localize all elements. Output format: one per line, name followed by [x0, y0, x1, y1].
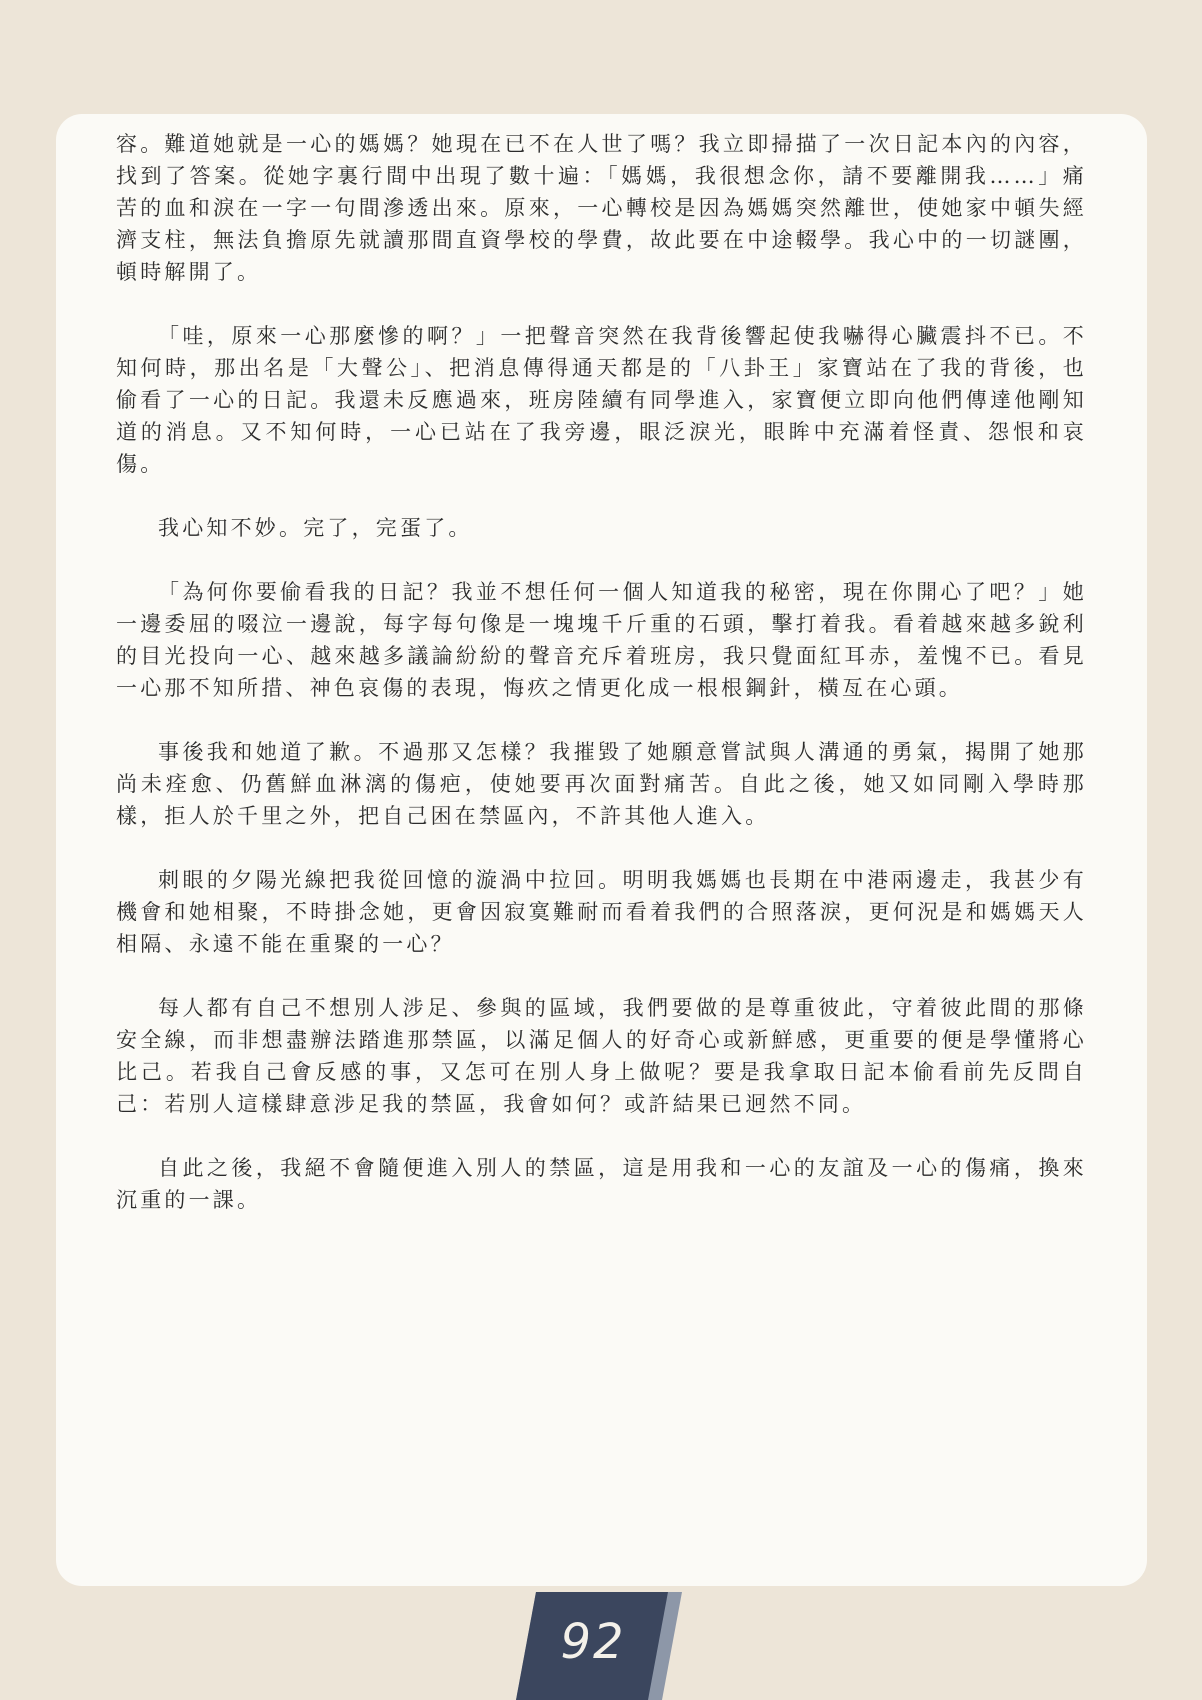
page-number-tab — [516, 1592, 686, 1700]
paragraph-7: 每人都有自己不想別人涉足、參與的區域，我們要做的是尊重彼此，守着彼此間的那條安全線，而非想盡辦法踏進那禁區，以滿足個人的好奇心或新鮮感，更重要的便是學懂將心比己。若我自己會反感的事，又怎可在別人身上做呢？要是我拿取日記本偷看前先反問自己：若別人這樣肆意涉足我的禁區，我會如何？或許結果已迥然不同。 — [116, 996, 1087, 1116]
page-number: 92 — [560, 1614, 626, 1670]
paragraph-6: 刺眼的夕陽光線把我從回憶的漩渦中拉回。明明我媽媽也長期在中港兩邊走，我甚少有機會和她相聚，不時掛念她，更會因寂寞難耐而看着我們的合照落淚，更何況是和媽媽天人相隔、永遠不能在重聚的一心？ — [116, 868, 1087, 956]
paragraph-5: 事後我和她道了歉。不過那又怎樣？我摧毀了她願意嘗試與人溝通的勇氣，揭開了她那尚未痊愈、仍舊鮮血淋漓的傷疤，使她要再次面對痛苦。自此之後，她又如同剛入學時那樣，拒人於千里之外，把自己困在禁區內，不許其他人進入。 — [116, 740, 1087, 828]
paragraph-1: 容。難道她就是一心的媽媽？她現在已不在人世了嗎？我立即掃描了一次日記本內的內容，找到了答案。從她字裏行間中出現了數十遍：「媽媽，我很想念你，請不要離開我……」痛苦的血和淚在一字一句間滲透出來。原來，一心轉校是因為媽媽突然離世，使她家中頓失經濟支柱，無法負擔原先就讀那間直資學校的學費，故此要在中途輟學。我心中的一切謎團，頓時解開了。 — [116, 132, 1087, 284]
paragraph-8: 自此之後，我絕不會隨便進入別人的禁區，這是用我和一心的友誼及一心的傷痛，換來沉重的一課。 — [116, 1156, 1087, 1212]
essay-body — [116, 128, 1087, 1216]
content-card — [56, 114, 1147, 1586]
paragraph-4: 「為何你要偷看我的日記？我並不想任何一個人知道我的秘密，現在你開心了吧？」她一邊委屈的啜泣一邊說，每字每句像是一塊塊千斤重的石頭，擊打着我。看着越來越多銳利的目光投向一心、越來越多議論紛紛的聲音充斥着班房，我只覺面紅耳赤，羞愧不已。看見一心那不知所措、神色哀傷的表現，悔疚之情更化成一根根鋼針，橫亙在心頭。 — [116, 580, 1087, 700]
paragraph-3: 我心知不妙。完了，完蛋了。 — [158, 516, 473, 540]
paragraph-2: 「哇，原來一心那麼慘的啊？」一把聲音突然在我背後響起使我嚇得心臟震抖不已。不知何時，那出名是「大聲公」、把消息傳得通天都是的「八卦王」家寶站在了我的背後，也偷看了一心的日記。我還未反應過來，班房陸續有同學進入，家寶便立即向他們傳達他剛知道的消息。又不知何時，一心已站在了我旁邊，眼泛淚光，眼眸中充滿着怪責、怨恨和哀傷。 — [116, 324, 1087, 476]
